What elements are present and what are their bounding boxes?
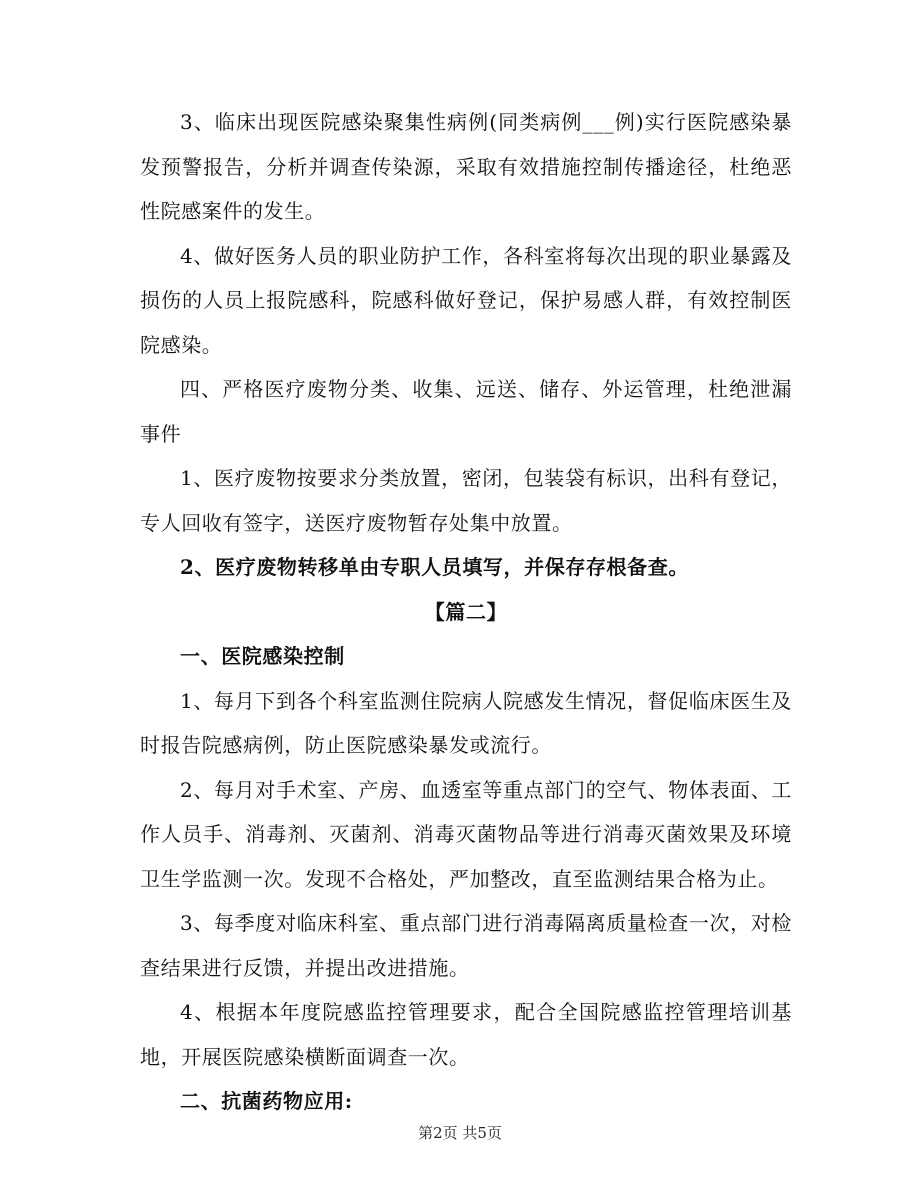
paragraph-waste-1: 1、医疗废物按要求分类放置，密闭，包装袋有标识，出科有登记，专人回收有签字，送医疗废物暂存处集中放置。 <box>140 466 792 535</box>
part-two-title: 【篇二】 <box>424 599 508 624</box>
document-body <box>140 100 792 1124</box>
paragraph-waste-2: 2、医疗废物转移单由专职人员填写，并保存存根备查。 <box>180 555 689 579</box>
section-four-heading: 四、严格医疗废物分类、收集、远送、储存、外运管理，杜绝泄漏事件 <box>140 377 792 446</box>
section-one-heading: 一、医院感染控制 <box>180 644 345 668</box>
paragraph-item-4: 4、做好医务人员的职业防护工作，各科室将每次出现的职业暴露及损伤的人员上报院感科，院感科做好登记，保护易感人群，有效控制医院感染。 <box>140 243 792 357</box>
paragraph-control-2: 2、每月对手术室、产房、血透室等重点部门的空气、物体表面、工作人员手、消毒剂、灭菌剂、消毒灭菌物品等进行消毒灭菌效果及环境卫生学监测一次。发现不合格处，严加整改，直至监测结果合格为止。 <box>140 777 792 891</box>
paragraph-control-4: 4、根据本年度院感监控管理要求，配合全国院感监控管理培训基地，开展医院感染横断面调查一次。 <box>140 1000 792 1069</box>
paragraph-control-1: 1、每月下到各个科室监测住院病人院感发生情况，督促临床医生及时报告院感病例，防止医院感染暴发或流行。 <box>140 688 792 757</box>
paragraph-item-3: 3、临床出现医院感染聚集性病例(同类病例___例)实行医院感染暴发预警报告，分析并调查传染源，采取有效措施控制传播途径，杜绝恶性院感案件的发生。 <box>140 110 792 223</box>
section-two-heading: 二、抗菌药物应用: <box>180 1089 353 1113</box>
paragraph-control-3: 3、每季度对临床科室、重点部门进行消毒隔离质量检查一次，对检查结果进行反馈，并提出改进措施。 <box>140 911 792 980</box>
page-number-footer: 第2页 共5页 <box>418 1124 502 1142</box>
